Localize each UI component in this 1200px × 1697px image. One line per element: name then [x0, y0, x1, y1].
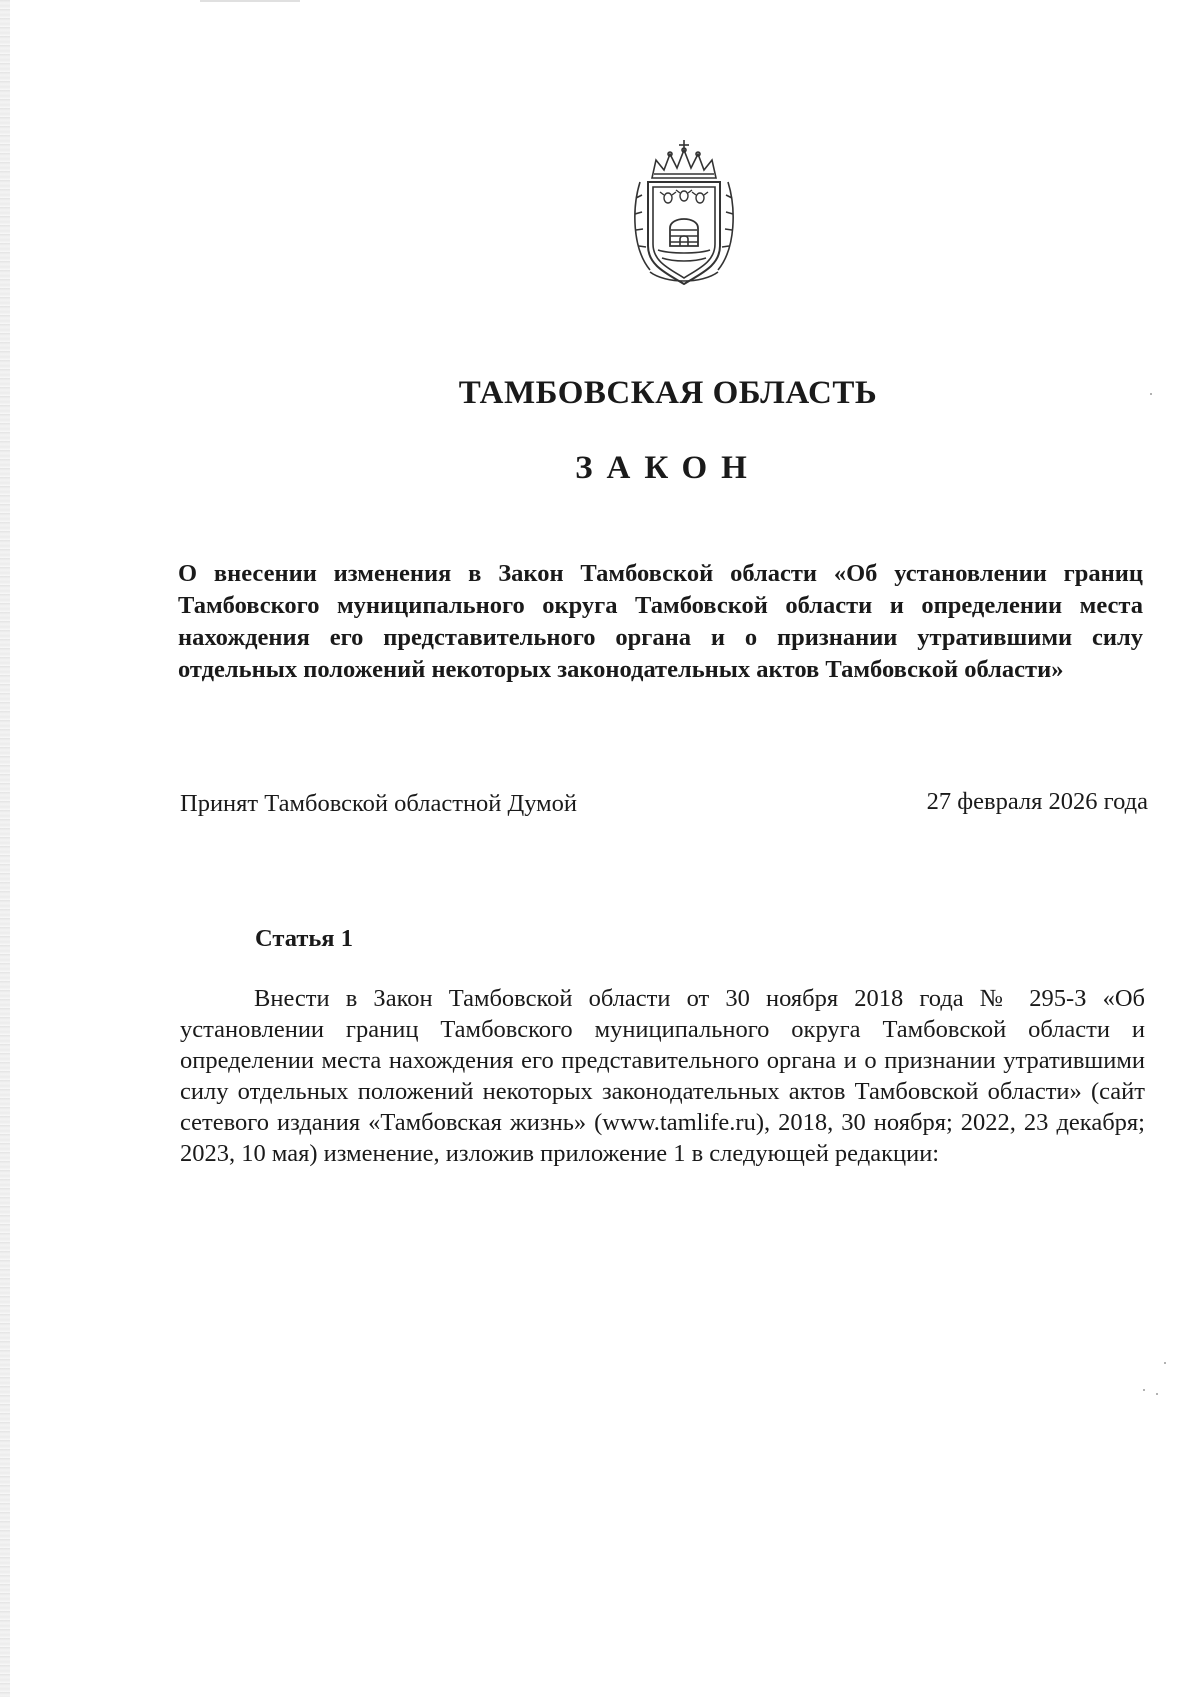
adopted-by: Принят Тамбовской областной Думой — [180, 790, 578, 817]
article-1-text: Внести в Закон Тамбовской области от 30 ноября 2018 года № 295-З «Об установлении границ Тамбовского муниципального округа Тамбовской области и определении места нахождения его представительного органа и о признании утратившими силу отдельных положений некоторых законодательных актов Тамбовской области» (сайт сетевого издания «Тамбовская жизнь» (www.tamlife.ru), 2018, 30 ноября; 2022, 23 декабря; 2023, 10 мая) изменение, изложив приложение 1 в следующей редакции: — [180, 985, 1145, 1167]
adopted-date: 27 февраля 2026 года — [926, 788, 1148, 815]
scan-speck — [1156, 1393, 1158, 1395]
article-1-heading: Статья 1 — [255, 925, 353, 952]
scan-edge — [0, 0, 10, 1697]
scan-speck — [1150, 393, 1152, 395]
law-subject: О внесении изменения в Закон Тамбовской области «Об установлении границ Тамбовского муниципального округа Тамбовской области и определении места нахождения его представительного органа и о признании утратившими силу отдельных положений некоторых законодательных актов Тамбовской области» — [178, 560, 1143, 683]
scan-speck — [1143, 1389, 1145, 1391]
region-title: ТАМБОВСКАЯ ОБЛАСТЬ — [458, 375, 878, 411]
document-type-title: ЗАКОН — [575, 450, 761, 486]
tambov-coat-of-arms-icon — [626, 138, 742, 290]
scan-mark — [200, 0, 300, 2]
scan-speck — [1164, 1362, 1166, 1364]
